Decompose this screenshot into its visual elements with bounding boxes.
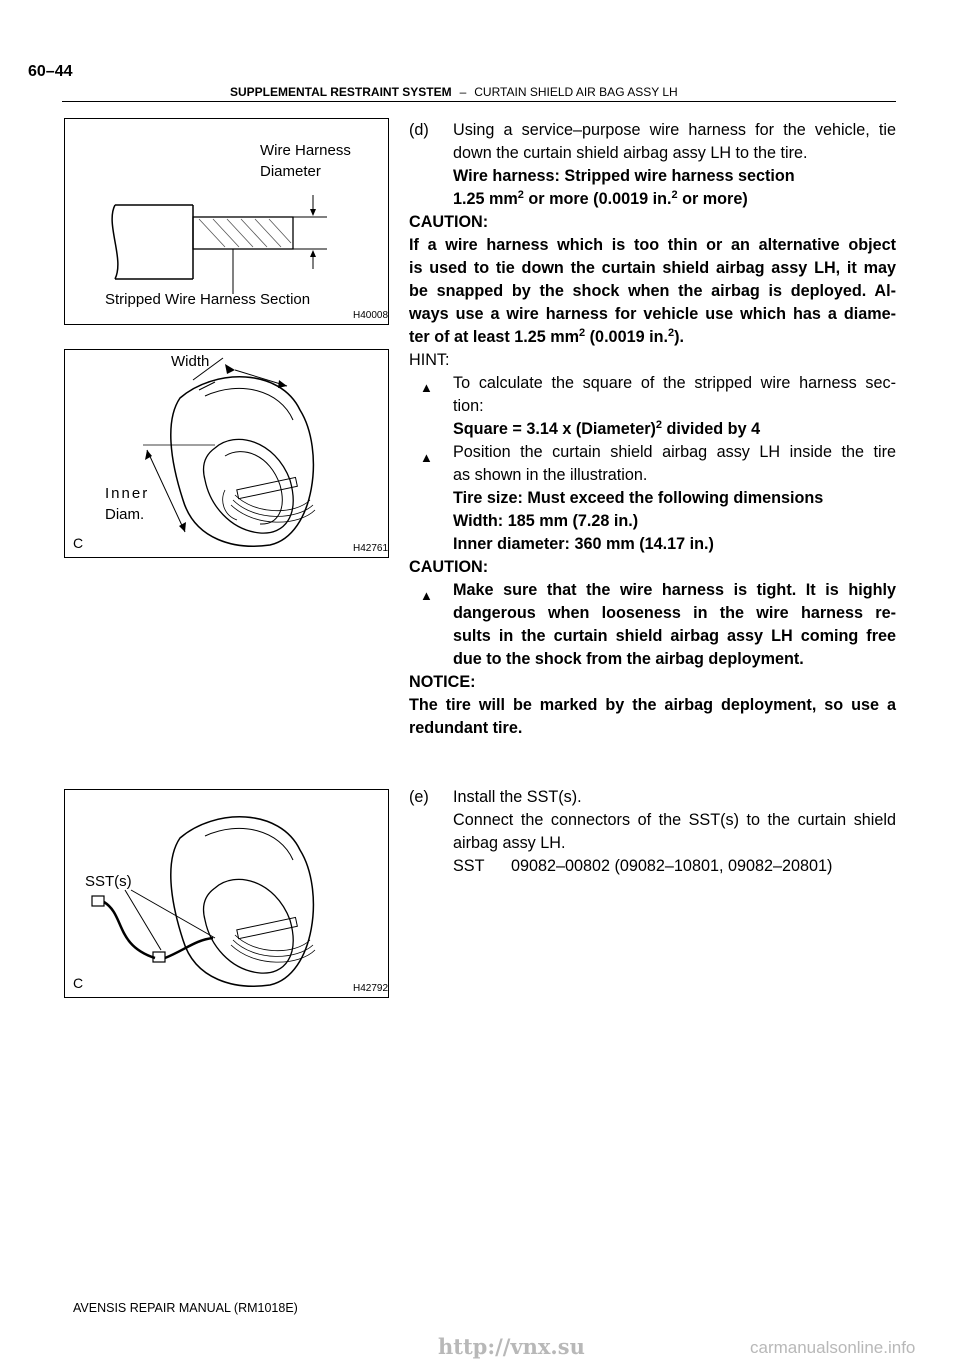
figure-wire-harness xyxy=(64,118,389,325)
hint1-formula: Square = 3.14 x (Diameter)$^2$ divided by 4 xyxy=(453,419,761,438)
hint2-line2: as shown in the illustration. xyxy=(453,466,648,484)
label-diam: Diam. xyxy=(105,506,145,523)
header-section: SUPPLEMENTAL RESTRAINT SYSTEM xyxy=(230,85,452,99)
label-wire-harness: Wire Harness xyxy=(260,142,351,159)
caution2-line4: due to the shock from the airbag deployment. xyxy=(453,650,804,668)
caution-line3: be snapped by the shock when the airbag is deployed. Al- xyxy=(409,282,896,300)
step-d-label: (d) xyxy=(409,121,429,139)
step-e-line1: Install the SST(s). xyxy=(453,788,582,806)
bullet-triangle: ▲ xyxy=(420,588,433,603)
figure-code: H42761 xyxy=(353,543,389,554)
caution2-line2: dangerous when looseness in the wire harness re- xyxy=(453,604,896,622)
step-d-line1: Using a service–purpose wire harness for the vehicle, tie xyxy=(453,121,896,139)
spec-line2: 1.25 $mm^2$ or more (0.0019 in.$^2$ or more) xyxy=(453,189,748,208)
figure-code: H42792 xyxy=(353,983,389,994)
notice-label: NOTICE: xyxy=(409,673,476,691)
label-sst: SST(s) xyxy=(85,873,132,890)
notice-line2: redundant tire. xyxy=(409,719,523,737)
label-inner: Inner xyxy=(105,485,150,502)
step-d-line2: down the curtain shield airbag assy LH to the tire. xyxy=(453,144,808,162)
tire-size-line2: Width: 185 mm (7.28 in.) xyxy=(453,512,639,530)
header-rule xyxy=(62,101,896,102)
watermark-carmanualsonline: carmanualsonline.info xyxy=(750,1338,916,1357)
hint-label: HINT: xyxy=(409,351,450,369)
figure-tire-dimensions xyxy=(64,349,389,558)
step-e-line2: Connect the connectors of the SST(s) to the curtain shield xyxy=(453,811,896,829)
bullet-triangle: ▲ xyxy=(420,450,433,465)
hint1-line2: tion: xyxy=(453,397,484,415)
label-diameter: Diameter xyxy=(260,163,321,180)
tire-size-line3: Inner diameter: 360 mm (14.17 in.) xyxy=(453,535,714,553)
watermark-vnx[interactable]: http://vnx.su xyxy=(438,1334,585,1359)
sst-value: 09082–00802 (09082–10801, 09082–20801) xyxy=(511,857,833,875)
label-width: Width xyxy=(171,353,210,370)
figure-corner-mark: C xyxy=(73,975,84,991)
caution-line4: ways use a wire harness for vehicle use which has a diame- xyxy=(409,305,896,323)
figure-sst-connection xyxy=(64,789,389,998)
caution2-line3: sults in the curtain shield airbag assy LH coming free xyxy=(453,627,896,645)
caution-line1: If a wire harness which is too thin or an alternative object xyxy=(409,236,896,254)
tire-drawing xyxy=(65,350,388,557)
caution2-line1: Make sure that the wire harness is tight. It is highly xyxy=(453,581,896,599)
sst-drawing xyxy=(65,790,388,997)
footer-manual-id: AVENSIS REPAIR MANUAL (RM1018E) xyxy=(73,1301,298,1315)
header-subsection: CURTAIN SHIELD AIR BAG ASSY LH xyxy=(474,85,678,99)
hint1-line1: To calculate the square of the stripped wire harness sec- xyxy=(453,374,896,392)
figure-code: H40008 xyxy=(353,310,389,321)
spec-line1: Wire harness: Stripped wire harness section xyxy=(453,167,795,185)
label-stripped-section: Stripped Wire Harness Section xyxy=(105,291,311,308)
step-e-label: (e) xyxy=(409,788,429,806)
header-separator: – xyxy=(459,85,467,99)
page-header xyxy=(230,85,678,99)
page-number: 60–44 xyxy=(28,63,73,80)
caution-line2: is used to tie down the curtain shield airbag assy LH, it may xyxy=(409,259,896,277)
bullet-triangle: ▲ xyxy=(420,380,433,395)
sst-label: SST xyxy=(453,857,485,875)
caution-label: CAUTION: xyxy=(409,213,489,231)
caution-line5: ter of at least 1.25 $mm^2$ (0.0019 in.$^2$). xyxy=(409,327,684,346)
notice-line1: The tire will be marked by the airbag deployment, so use a xyxy=(409,696,896,714)
hint2-line1: Position the curtain shield airbag assy LH inside the tire xyxy=(453,443,896,461)
step-e-line3: airbag assy LH. xyxy=(453,834,566,852)
caution2-label: CAUTION: xyxy=(409,558,489,576)
tire-size-line1: Tire size: Must exceed the following dimensions xyxy=(453,489,824,507)
figure-corner-mark: C xyxy=(73,535,84,551)
